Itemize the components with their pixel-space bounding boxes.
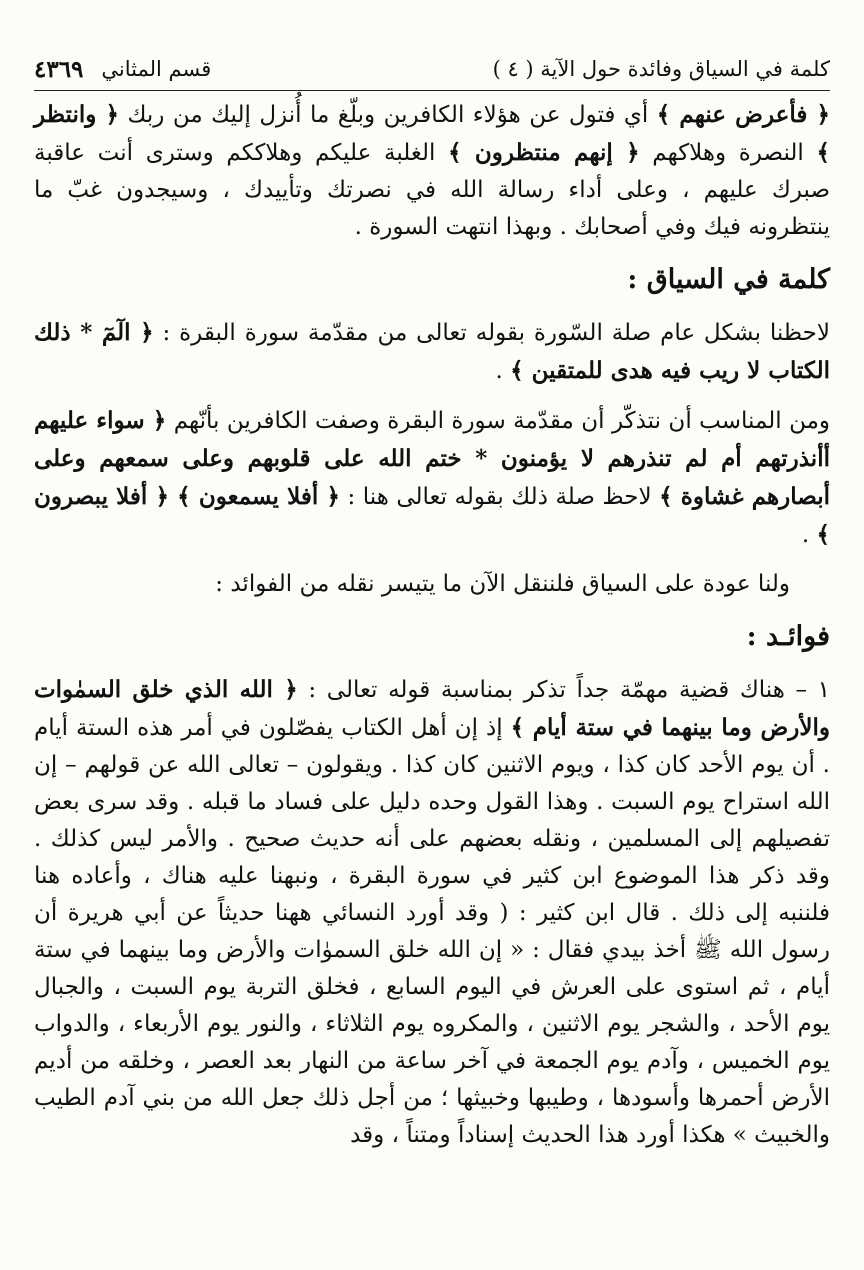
text-run: لاحظنا بشكل عام صلة السّورة بقوله تعالى من مقدّمة سورة البقرة : xyxy=(153,320,831,346)
text-run: . xyxy=(495,358,511,384)
text-run: ١ – هناك قضية مهمّة جداً تذكر بمناسبة قوله تعالى : xyxy=(297,677,830,703)
quran-quote: ﴿ فأعرض عنهم ﴾ xyxy=(656,101,830,128)
running-header xyxy=(34,48,830,91)
text-run: ومن المناسب أن نتذكّر أن مقدّمة سورة البقرة وصفت الكافرين بأنّهم xyxy=(166,408,831,434)
quran-quote: ﴿ أفلا يسمعون ﴾ ﴿ أفلا يبصرون ﴾ xyxy=(34,483,830,548)
paragraph-transition: ولنا عودة على السياق فلننقل الآن ما يتيسر نقله من الفوائد : xyxy=(215,571,790,597)
text-run: النصرة وهلاكهم xyxy=(639,140,817,166)
text-run: أي فتول عن هؤلاء الكافرين وبلّغ ما أُنزل إليك من ربك xyxy=(119,102,657,128)
header-left xyxy=(34,56,211,83)
page-number: ٤٣٦٩ xyxy=(34,55,84,83)
section-name: قسم المثاني xyxy=(101,57,212,81)
page-body xyxy=(34,96,830,1154)
text-run: . xyxy=(801,522,817,548)
text-run: الغلبة عليكم وهلاككم وسترى أنت عاقبة صبرك عليهم ، وعلى أداء رسالة الله في نصرتك وتأييدك ، وسيجدون غبّ ما ينتظرونه فيك وفي أصحابك . وبهذا انتهت السورة . xyxy=(34,140,830,240)
quran-quote: ﴿ إنهم منتظرون ﴾ xyxy=(448,139,640,166)
paragraph-context-2 xyxy=(34,402,830,554)
running-title: كلمة في السياق وفائدة حول الآية ( ٤ ) xyxy=(492,57,830,81)
quran-quote: ﴿ الله الذي خلق السمٰوات والأرض وما بينهما في ستة أيام ﴾ xyxy=(34,676,830,741)
quran-quote: ﴿ وانتظر ﴾ xyxy=(34,101,830,166)
quran-quote: ﴿ الٓمٓ * ذلك الكتاب لا ريب فيه هدى للمتقين ﴾ xyxy=(34,319,830,384)
text-run: لاحظ صلة ذلك بقوله تعالى هنا : xyxy=(339,484,660,510)
paragraph-benefit-1 xyxy=(34,671,830,1154)
paragraph-context-1 xyxy=(34,314,830,390)
section-heading-benefits: فوائـد : xyxy=(746,621,830,652)
text-run: إذ إن أهل الكتاب يفصّلون في أمر هذه الستة أيام . أن يوم الأحد كان كذا ، ويوم الاثنين كان كذا . ويقولون – تعالى الله عن قولهم – إن الله استراح يوم السبت . وهذا القول وحده دليل على فساد ما قبله . وقد سرى بعض تفصيلهم إلى المسلمين ، ونقله بعضهم على أنه حديث صحيح . والأمر ليس كذلك . وقد ذكر هذا الموضوع ابن كثير في سورة البقرة ، ونبهنا عليه هناك ، وأعاده هنا فلننبه إلى ذلك . قال ابن كثير : ( وقد أورد النسائي ههنا حديثاً عن أبي هريرة أن رسول الله ﷺ أخذ بيدي فقال : « إن الله خلق السموٰات والأرض وما بينهما في ستة أيام ، ثم استوى على العرش في اليوم السابع ، فخلق التربة يوم السبت ، والجبال يوم الأحد ، والشجر يوم الاثنين ، والمكروه يوم الثلاثاء ، والنور يوم الأربعاء ، والدواب يوم الخميس ، وآدم يوم الجمعة في آخر ساعة من النهار بعد العصر ، وخلقه من أديم الأرض أحمرها وأسودها ، وطيبها وخبيثها ؛ من أجل ذلك جعل الله من بني آدم الطيب والخبيث » هكذا أورد هذا الحديث إسناداً ومتناً ، وقد xyxy=(34,715,830,1148)
quran-quote: ﴿ سواء عليهم أأنذرتهم أم لم تنذرهم لا يؤمنون * ختم الله على قلوبهم وعلى سمعهم وعلى أبصارهم غشاوة ﴾ xyxy=(34,407,831,510)
section-heading-context: كلمة في السياق : xyxy=(627,264,830,295)
paragraph-tafsir xyxy=(34,96,830,246)
